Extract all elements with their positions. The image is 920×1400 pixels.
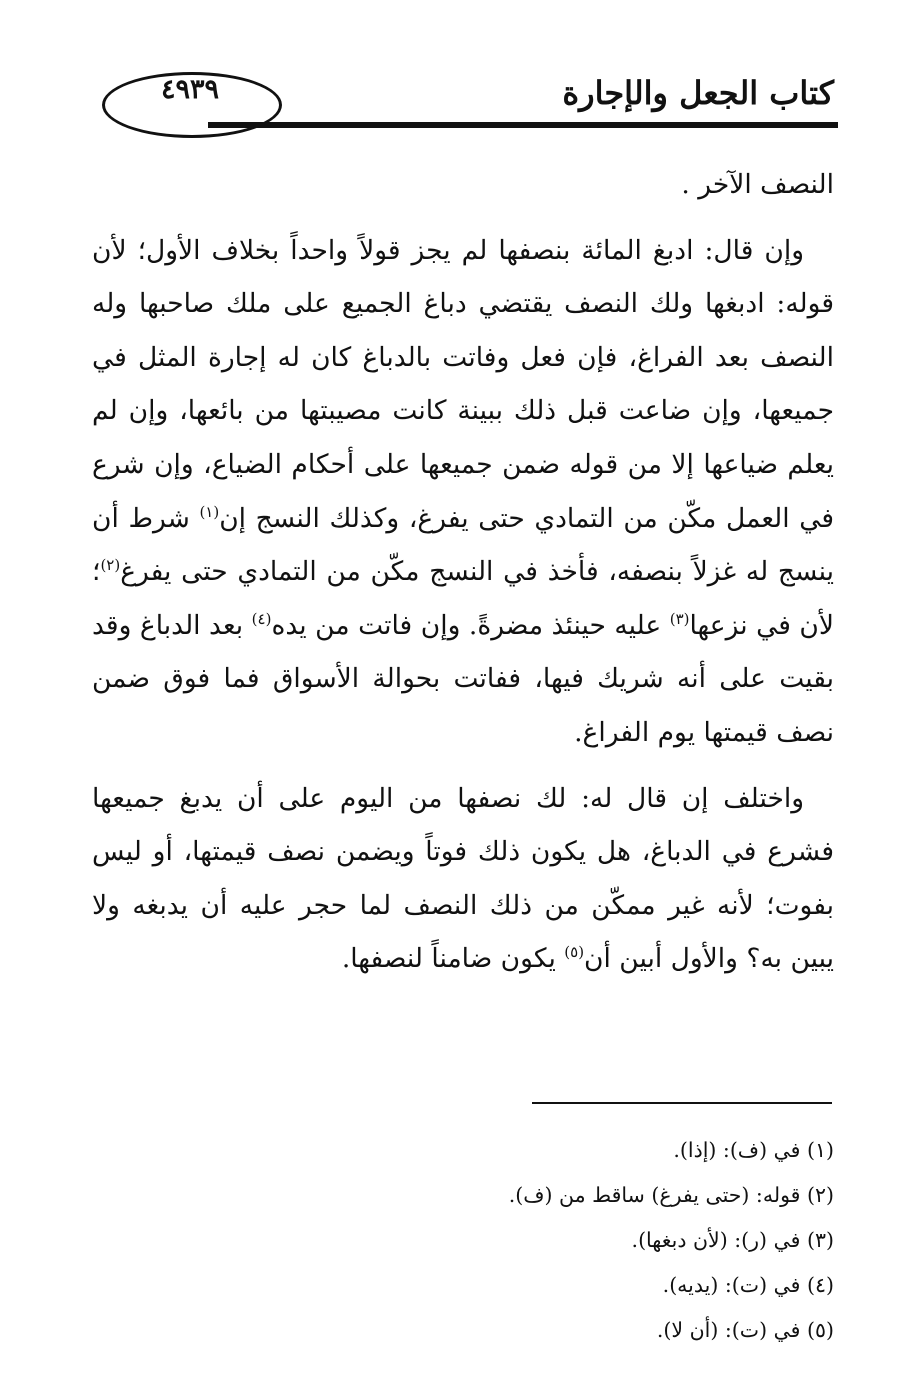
paragraph-3-text-1: واختلف إن قال له: لك نصفها من اليوم على أن يدبغ جميعها فشرع في الدباغ، هل يكون ذلك فوتاً ويضمن نصف قيمتها، أو ليس بفوت؛ لأنه غير ممكّن من ذلك النصف لما حجر عليه أن يدبغه ولا يبين به؟ والأول أبين أن <box>92 782 834 975</box>
book-title: كتاب الجعل والإجارة <box>562 74 834 112</box>
footnotes <box>300 1128 834 1353</box>
footnote-ref-4[interactable]: (٤) <box>251 609 272 628</box>
paragraph-2-text-4: عليه حينئذ مضرةً. وإن فاتت من يده <box>271 609 670 641</box>
footnote-ref-2[interactable]: (٢) <box>100 556 121 575</box>
header-rule <box>208 122 838 128</box>
paragraph-2-text-1: وإن قال: ادبغ المائة بنصفها لم يجز قولاً واحداً بخلاف الأول؛ لأن قوله: ادبغها ولك النصف يقتضي دباغ الجميع على ملك صاحبها وله النصف بعد الفراغ، فإن فعل وفاتت بالدباغ كان له إجارة المثل في جميعها، وإن ضاعت قبل ذلك ببينة كانت مصيبتها من بائعها، وإن لم يعلم ضياعها إلا من قوله ضمن جميعها على أحكام الضياع، وإن شرع في العمل مكّن من التمادي حتى يفرغ، وكذلك النسج إن <box>92 234 834 534</box>
page-header <box>88 60 838 132</box>
footnote-5: (٥) في (ت): (أن لا). <box>656 1318 834 1342</box>
paragraph-1: النصف الآخر . <box>681 169 834 200</box>
footnote-ref-1[interactable]: (١) <box>199 502 220 521</box>
paragraph-2-text-2: شرط أن ينسج له غزلاً بنصفه، فأخذ في النسج مكّن من التمادي حتى يفرغ <box>92 502 834 588</box>
footnote-1: (١) في (ف): (إذا). <box>673 1138 834 1162</box>
footnote-ref-5[interactable]: (٥) <box>564 943 585 962</box>
body-text <box>92 158 834 986</box>
paragraph-2-text-5: بعد الدباغ وقد بقيت على أنه شريك فيها، ففاتت بحوالة الأسواق فما فوق ضمن نصف قيمتها يوم الفراغ. <box>92 609 834 748</box>
footnote-4: (٤) في (ت): (يديه). <box>662 1273 834 1297</box>
page-number: ٤٩٣٩ <box>160 74 219 105</box>
footnote-3: (٣) في (ر): (لأن دبغها). <box>631 1228 834 1252</box>
paragraph-3 <box>92 772 834 986</box>
footnote-2: (٢) قوله: (حتى يفرغ) ساقط من (ف). <box>508 1183 834 1207</box>
paragraph-2 <box>92 224 834 760</box>
footnote-ref-3[interactable]: (٣) <box>669 609 690 628</box>
paragraph-3-text-2: يكون ضامناً لنصفها. <box>341 943 565 975</box>
paragraph-2-text-3: ؛ لأن في نزعها <box>92 556 834 641</box>
footnote-separator <box>532 1102 832 1104</box>
